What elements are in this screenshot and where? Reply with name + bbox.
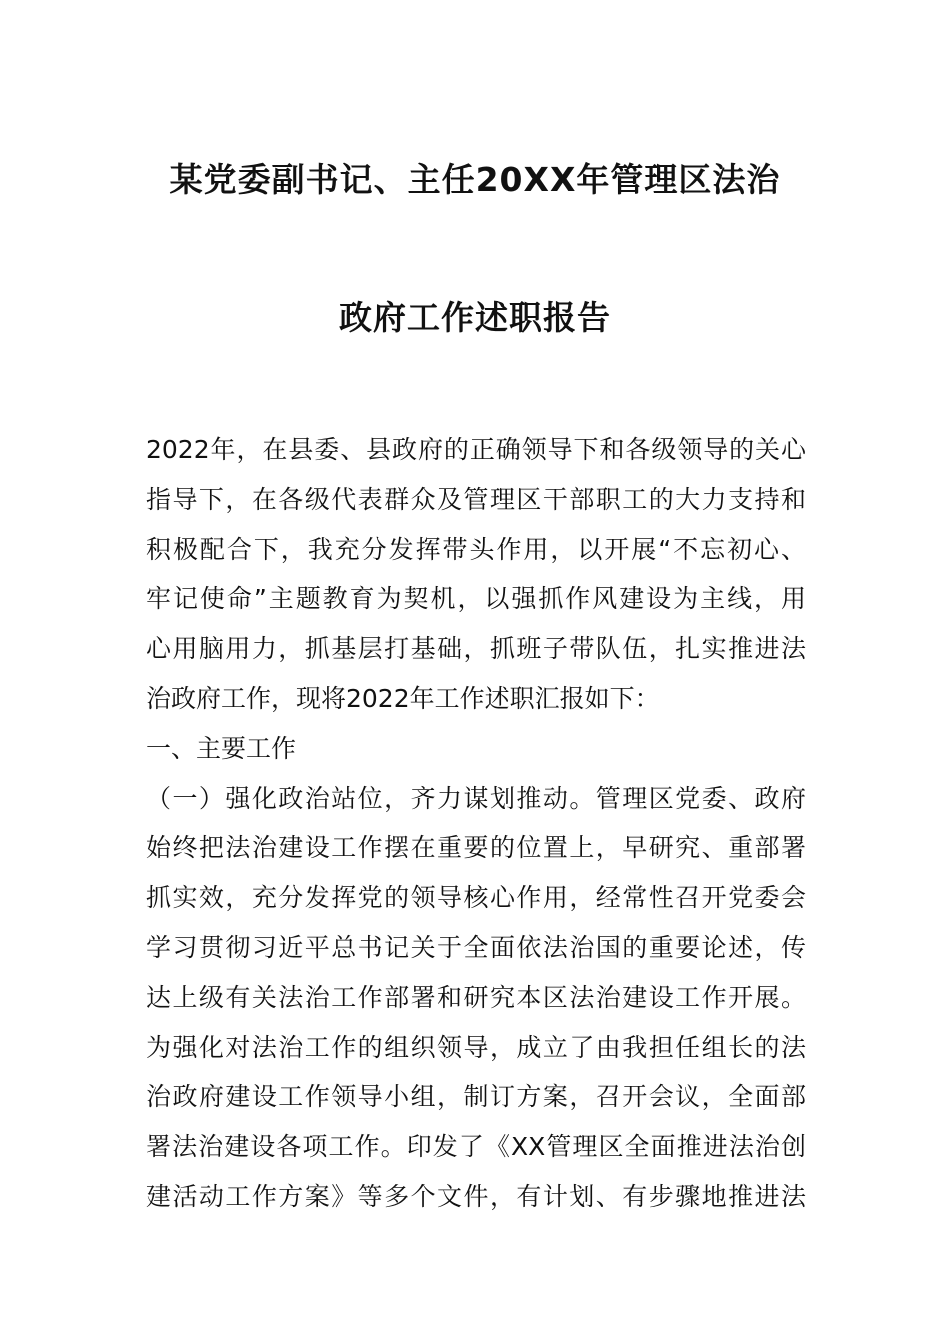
- paragraph-line: 学习贯彻习近平总书记关于全面依法治国的重要论述，传: [146, 932, 806, 962]
- paragraph-line: 牢记使命”主题教育为契机，以强抓作风建设为主线，用: [146, 584, 806, 614]
- paragraph-line: 为强化对法治工作的组织领导，成立了由我担任组长的法: [146, 1032, 806, 1062]
- paragraph-line: 指导下，在各级代表群众及管理区干部职工的大力支持和: [146, 484, 806, 514]
- paragraph-line: 达上级有关法治工作部署和研究本区法治建设工作开展。: [146, 982, 806, 1012]
- paragraph-line: （一）强化政治站位，齐力谋划推动。管理区党委、政府: [146, 783, 806, 813]
- document-title-line-1: 某党委副书记、主任20XX年管理区法治: [169, 160, 781, 199]
- document-title-line-2: 政府工作述职报告: [339, 298, 611, 337]
- paragraph-line: 始终把法治建设工作摆在重要的位置上，早研究、重部署: [146, 833, 806, 863]
- paragraph-line: 抓实效，充分发挥党的领导核心作用，经常性召开党委会: [146, 883, 806, 913]
- paragraph-line: 署法治建设各项工作。印发了《XX管理区全面推进法治创: [146, 1132, 806, 1162]
- paragraph-line: 心用脑用力，抓基层打基础，抓班子带队伍，扎实推进法: [146, 634, 806, 664]
- paragraph-line: 治政府建设工作领导小组，制订方案，召开会议，全面部: [146, 1082, 806, 1112]
- document-body: [146, 425, 806, 1222]
- paragraph-line: 积极配合下，我充分发挥带头作用，以开展“不忘初心、: [146, 534, 806, 564]
- paragraph-line: 建活动工作方案》等多个文件，有计划、有步骤地推进法: [146, 1181, 806, 1211]
- paragraph-line: 2022年，在县委、县政府的正确领导下和各级领导的关心: [146, 435, 806, 464]
- paragraph-line: 治政府工作，现将2022年工作述职汇报如下：: [146, 683, 660, 713]
- section-heading: 一、主要工作: [146, 733, 297, 763]
